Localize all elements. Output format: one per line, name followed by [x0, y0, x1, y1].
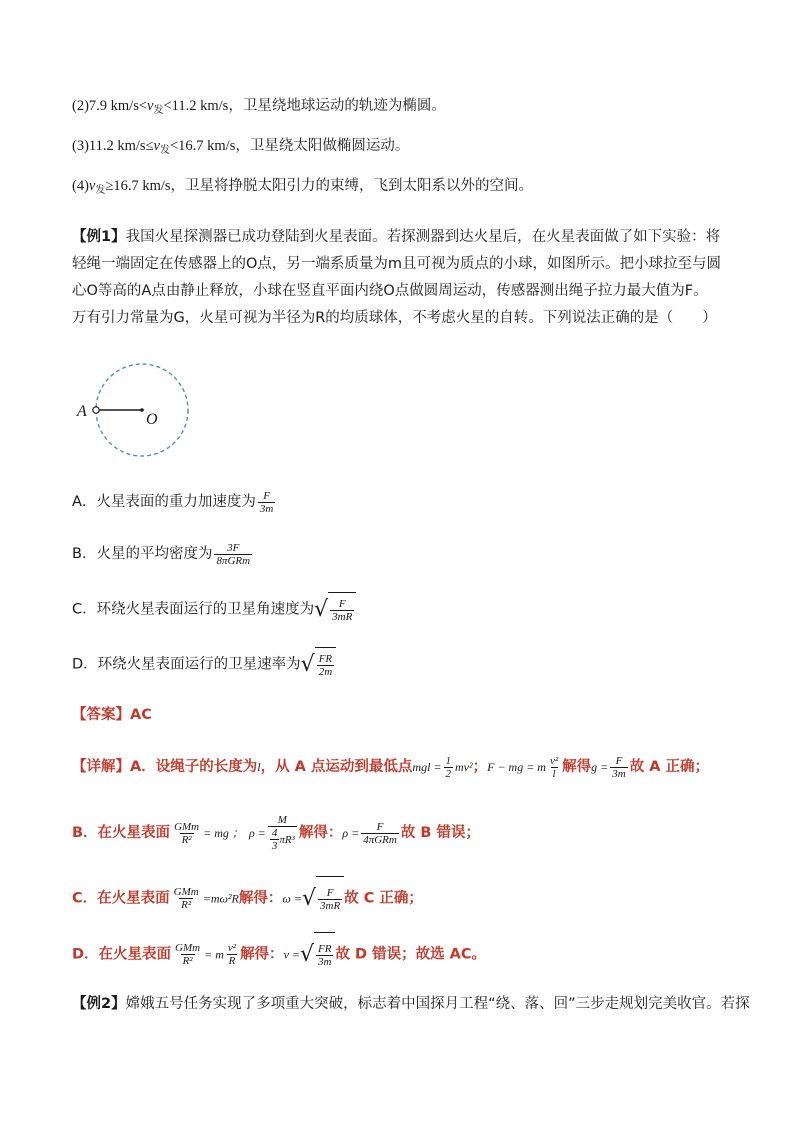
fact-line-2: (2)7.9 $km/s<v_发<11.2$ km/s，卫星绕地球运动的轨迹为椭圆。 [72, 98, 446, 116]
example2-stem: 【例2】嫦娥五号任务实现了多项重大突破，标志着中国探月工程“绕、落、回”三步走规划完美收官。若探 [72, 996, 750, 1012]
center-o [140, 408, 144, 412]
answer-line: 【答案】AC [72, 707, 152, 723]
option-a: A．火星表面的重力加速度为 $\frac{F}{3m}$ [72, 489, 274, 515]
label-a: A [77, 403, 87, 420]
answer-value: AC [130, 707, 152, 723]
label-o: O [146, 411, 158, 428]
detail-a: 【详解】A．设绳子的长度为l，从 A 点运动到最低点mgl = $\frac{1}{2}$ mv²；F − mg = m $\frac{\text{v²}}{l}$ 解得g = $\frac{F}{3m}$ 故 A 正确； [72, 754, 710, 780]
example2-tag: 【例2】 [72, 996, 126, 1012]
fact-line-4: $(4)v_发\ge 16.7$ km/s，卫星将挣脱太阳引力的束缚，飞到太阳系以外的空间。 [72, 178, 534, 196]
option-b: B．火星的平均密度为 $\frac{3F}{\text{8πGRm}}$ [72, 541, 251, 567]
fact-line-3: (3)11.2 $km/s\le v_发<16.7$ km/s，卫星绕太阳做椭圆运动。 [72, 138, 410, 156]
detail-c: C．在火星表面 $\frac{\text{GMm}}{\text{R²}}$ =mω²R解得：ω = √ $\frac{F}{3mR}$ 故 C 正确； [72, 876, 423, 921]
detail-d: D．在火星表面 $\frac{\text{GMm}}{\text{R²}}$ = m $\frac{\text{v²}}{R}$ 解得：v = √ $\frac{FR}{3m}$ 故 D 错误；故选 AC。 [72, 932, 486, 977]
example1-tag: 【例1】 [72, 229, 126, 245]
ball-a [93, 407, 99, 413]
circle-figure [70, 360, 200, 464]
option-c: C．环绕火星表面运行的卫星角速度为 √ $\frac{F}{3mR}$ [72, 592, 356, 627]
example1-stem [72, 224, 722, 332]
example1-question: 我国火星探测器已成功登陆到火星表面。若探测器到达火星后，在火星表面做了如下实验：将轻绳一端固定在传感器上的O点，另一端系质量为m且可视为质点的小球，如图所示。把小球拉至与圆心O等高的A点由静止释放，小球在竖直平面内绕O点做圆周运动，传感器测出绳子拉力最大值为F。万有引力常量为G，火星可视为半径为R的均质球体，不考虑火星的自转。下列说法正确的是（ ） [72, 229, 722, 326]
option-d: D．环绕火星表面运行的卫星速率为 √ $\frac{FR}{2m}$ [72, 647, 336, 682]
detail-b: B．在火星表面 $\frac{\text{GMm}}{\text{R²}}$ = mg ； ρ = M $\frac{4}{3}$ πR³ 解得：ρ = $\frac{F}{\text{4πGRm}}$ 故 B 错误； [72, 814, 480, 852]
